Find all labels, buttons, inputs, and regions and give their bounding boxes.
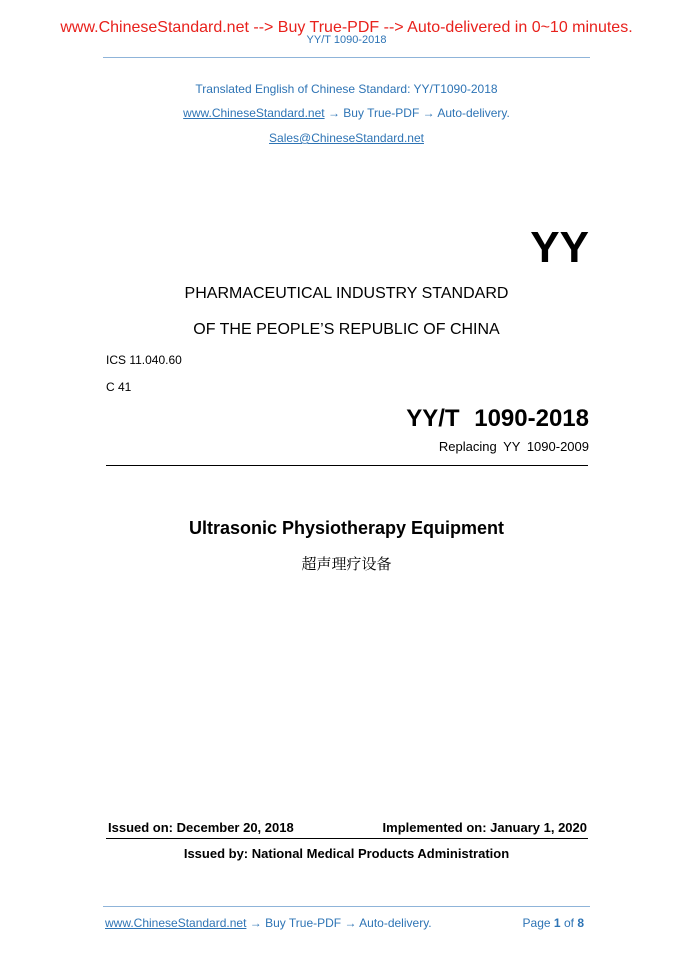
ccs-code: C 41	[106, 380, 132, 394]
arrow-right-icon: →	[344, 916, 357, 930]
page-of: of	[563, 916, 574, 930]
arrow-right-icon: →	[327, 106, 340, 120]
standard-code: YY/T 1090-2018	[406, 405, 589, 432]
ics-code: ICS 11.040.60	[106, 353, 182, 367]
arrow-right-icon: →	[422, 106, 435, 120]
issue-divider	[106, 838, 588, 839]
sales-email-row	[0, 131, 693, 146]
footer-auto-delivery-text: Auto-delivery.	[359, 916, 432, 930]
issued-on: Issued on: December 20, 2018	[108, 820, 294, 835]
standard-type-line2: OF THE PEOPLE’S REPUBLIC OF CHINA	[193, 321, 500, 338]
replacing-note: Replacing YY 1090-2009	[438, 439, 589, 454]
footer-buy-pdf-text: Buy True-PDF	[265, 916, 342, 930]
document-title-chinese: 超声理疗设备	[301, 556, 392, 573]
page-indicator	[523, 916, 584, 931]
sales-email-link[interactable]: Sales@ChineseStandard.net	[269, 131, 424, 145]
header-doc-number: YY/T 1090-2018	[306, 34, 387, 46]
issued-by: Issued by: National Medical Products Administration	[183, 846, 510, 861]
promo-banner[interactable]: www.ChineseStandard.net --> Buy True-PDF --> Auto-delivered in 0~10 minutes.	[60, 19, 633, 36]
page-current: 1	[553, 916, 561, 930]
footer-divider	[103, 906, 590, 907]
footer-site-link[interactable]: www.ChineseStandard.net	[105, 916, 247, 930]
header-divider	[103, 57, 590, 58]
auto-delivery-text: Auto-delivery.	[437, 106, 510, 120]
implemented-on: Implemented on: January 1, 2020	[382, 820, 587, 835]
translated-notice: Translated English of Chinese Standard: YY/T1090-2018	[195, 82, 498, 96]
buy-pdf-text: Buy True-PDF	[343, 106, 420, 120]
site-link[interactable]: www.ChineseStandard.net	[183, 106, 325, 120]
page-total: 8	[577, 916, 584, 930]
standard-type-line1: PHARMACEUTICAL INDUSTRY STANDARD	[184, 285, 509, 302]
document-title: Ultrasonic Physiotherapy Equipment	[188, 518, 505, 538]
arrow-right-icon: →	[249, 916, 262, 930]
code-divider	[106, 465, 588, 466]
footer-purchase-line	[105, 916, 432, 931]
standard-category-mark: YY	[530, 223, 589, 272]
page-label: Page	[522, 916, 551, 930]
intro-purchase-line	[0, 106, 693, 121]
